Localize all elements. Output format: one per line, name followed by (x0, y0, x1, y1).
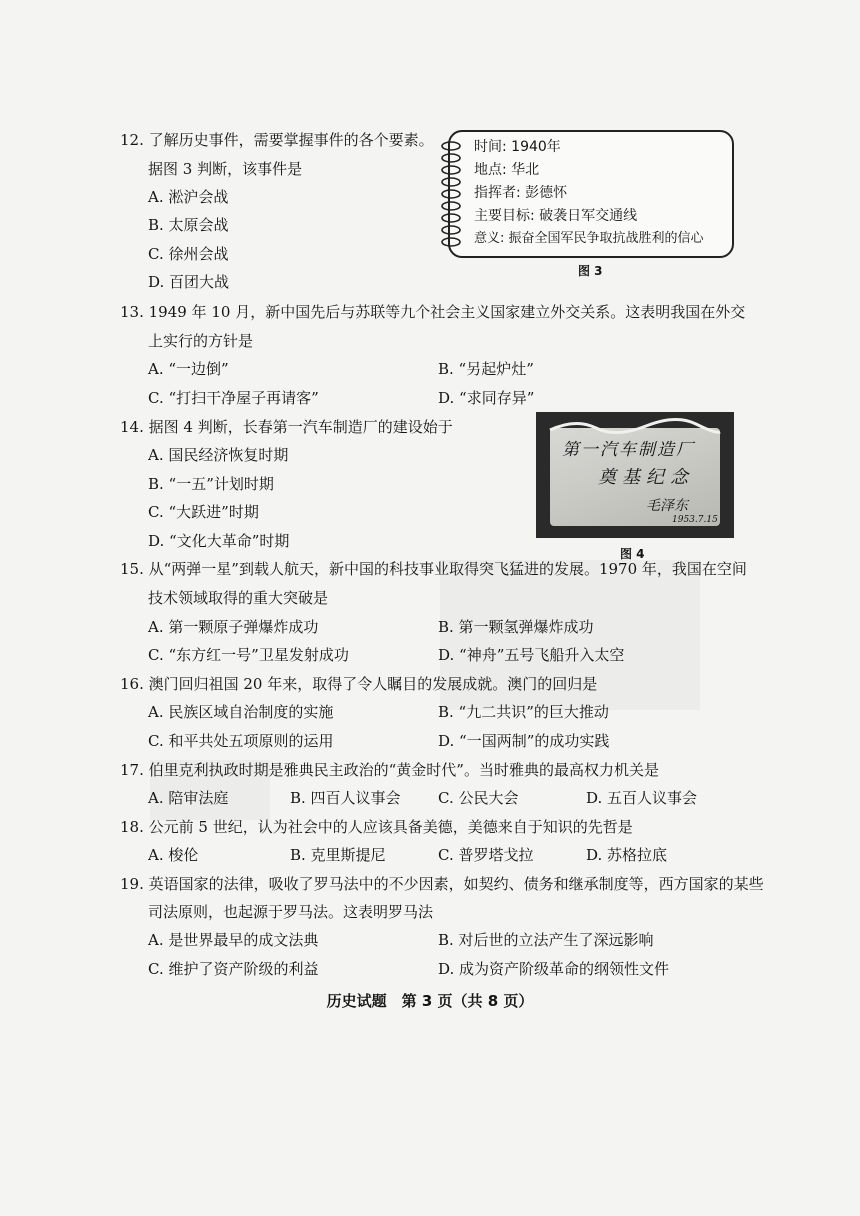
question-19-stem-cont: 司法原则，也起源于罗马法。这表明罗马法 (148, 903, 434, 921)
question-19-stem: 19. 英语国家的法律，吸收了罗马法中的不少因素，如契约、债务和继承制度等，西方国家的某些 (120, 875, 764, 893)
q13-option-d: D. “求同存异” (438, 389, 535, 407)
q12-option-b: B. 太原会战 (148, 216, 229, 234)
q17-option-b: B. 四百人议事会 (290, 789, 401, 807)
q18-option-c: C. 普罗塔戈拉 (438, 846, 534, 864)
q12-option-a: A. 淞沪会战 (148, 188, 229, 206)
q13-option-b: B. “另起炉灶” (438, 360, 534, 378)
q19-option-c: C. 维护了资产阶级的利益 (148, 960, 319, 978)
question-13-stem: 13. 1949 年 10 月，新中国先后与苏联等九个社会主义国家建立外交关系。这表明我国在外交 (120, 303, 746, 321)
q16-option-a: A. 民族区域自治制度的实施 (148, 703, 334, 721)
q15-option-d: D. “神舟”五号飞船升入太空 (438, 646, 625, 664)
fig3-time: 时间: 1940年 (474, 139, 561, 155)
q18-option-d: D. 苏格拉底 (586, 846, 668, 864)
q14-option-b: B. “一五”计划时期 (148, 475, 274, 493)
stone-signature: 毛泽东 (646, 498, 688, 514)
q18-option-a: A. 梭伦 (148, 846, 199, 864)
q13-option-c: C. “打扫干净屋子再请客” (148, 389, 319, 407)
q19-option-b: B. 对后世的立法产生了深远影响 (438, 931, 654, 949)
fig3-place: 地点: 华北 (474, 162, 540, 178)
spiral-binding-icon (438, 138, 464, 252)
q12-option-d: D. 百团大战 (148, 273, 230, 291)
question-15-stem: 15. 从“两弹一星”到载人航天，新中国的科技事业取得突飞猛进的发展。1970 年，我国在空间 (120, 560, 747, 578)
figure-4-photo (536, 412, 734, 538)
stone-date: 1953.7.15 (672, 515, 718, 525)
q14-option-d: D. “文化大革命”时期 (148, 532, 290, 550)
q12-option-c: C. 徐州会战 (148, 245, 229, 263)
q19-option-a: A. 是世界最早的成文法典 (148, 931, 319, 949)
q17-option-d: D. 五百人议事会 (586, 789, 698, 807)
q15-option-a: A. 第一颗原子弹爆炸成功 (148, 618, 319, 636)
figure-3-caption: 图 3 (578, 264, 603, 278)
q16-option-c: C. 和平共处五项原则的运用 (148, 732, 334, 750)
fig3-commander: 指挥者: 彭德怀 (474, 185, 568, 201)
q13-option-a: A. “一边倒” (148, 360, 229, 378)
q14-option-a: A. 国民经济恢复时期 (148, 446, 289, 464)
q17-option-a: A. 陪审法庭 (148, 789, 229, 807)
question-12-stem: 12. 了解历史事件，需要掌握事件的各个要素。 (120, 131, 434, 149)
q15-option-b: B. 第一颗氢弹爆炸成功 (438, 618, 594, 636)
q16-option-b: B. “九二共识”的巨大推动 (438, 703, 609, 721)
question-18-stem: 18. 公元前 5 世纪，认为社会中的人应该具备美德，美德来自于知识的先哲是 (120, 818, 633, 836)
question-14-stem: 14. 据图 4 判断，长春第一汽车制造厂的建设始于 (120, 418, 453, 436)
question-12-stem-cont: 据图 3 判断，该事件是 (148, 160, 303, 178)
q14-option-c: C. “大跃进”时期 (148, 503, 259, 521)
stone-inscription-line2: 奠基纪念 (598, 467, 694, 488)
q16-option-d: D. “一国两制”的成功实践 (438, 732, 610, 750)
fig3-target: 主要目标: 破袭日军交通线 (474, 208, 638, 224)
q19-option-d: D. 成为资产阶级革命的纲领性文件 (438, 960, 670, 978)
figure-3-notecard (448, 130, 734, 258)
q15-option-c: C. “东方红一号”卫星发射成功 (148, 646, 349, 664)
q18-option-b: B. 克里斯提尼 (290, 846, 386, 864)
figure-4-caption: 图 4 (620, 547, 645, 561)
question-13-stem-cont: 上实行的方针是 (148, 332, 254, 350)
question-17-stem: 17. 伯里克利执政时期是雅典民主政治的“黄金时代”。当时雅典的最高权力机关是 (120, 761, 659, 779)
q17-option-c: C. 公民大会 (438, 789, 519, 807)
question-16-stem: 16. 澳门回归祖国 20 年来，取得了令人瞩目的发展成就。澳门的回归是 (120, 675, 598, 693)
stone-inscription-line1: 第一汽车制造厂 (562, 440, 695, 460)
fig3-significance: 意义: 振奋全国军民争取抗战胜利的信心 (474, 231, 704, 246)
question-15-stem-cont: 技术领域取得的重大突破是 (148, 589, 329, 607)
page-footer: 历史试题 第 3 页（共 8 页） (326, 992, 534, 1010)
